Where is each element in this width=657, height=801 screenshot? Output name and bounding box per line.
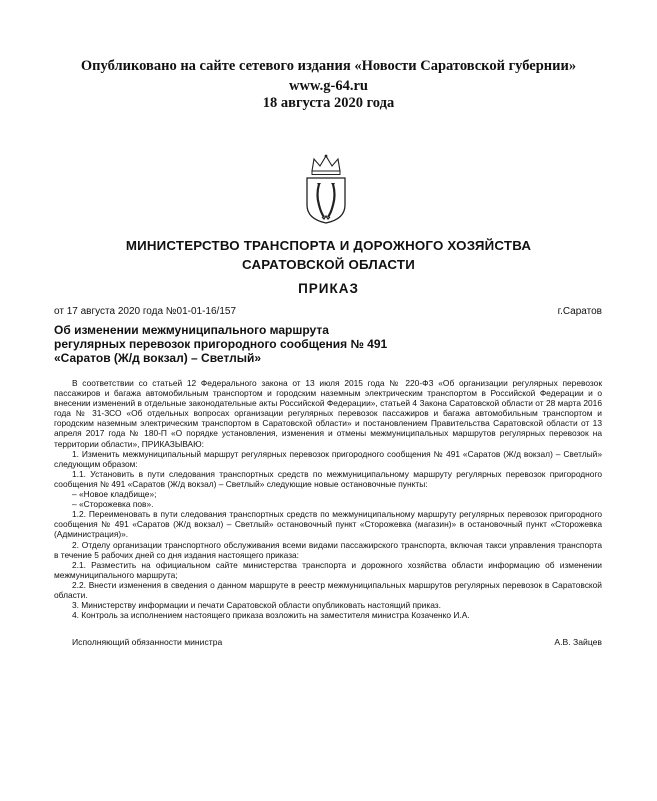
coat-of-arms-icon (300, 153, 352, 225)
body-paragraph: 1. Изменить межмуниципальный маршрут регулярных перевозок пригородного сообщения № 491 «Саратов (Ж/д вокзал) – Светлый» следующим образом: (54, 448, 602, 469)
order-date-number: от 17 августа 2020 года №01-01-16/157 (54, 306, 237, 317)
body-paragraph: 3. Министерству информации и печати Саратовской области опубликовать настоящий приказ. (72, 600, 441, 611)
body-paragraph: 2.2. Внести изменения в сведения о данном маршруте в реестр межмуниципальных маршрутов регулярных перевозок в Саратовской области. (54, 579, 602, 600)
body-paragraph: 2.1. Разместить на официальном сайте министерства транспорта и дорожного хозяйства области информацию об изменении межмуниципального маршрута; (54, 559, 602, 580)
body-paragraph: 1.2. Переименовать в пути следования транспортных средств по межмуниципальному маршруту регулярных перевозок пригородного сообщения № 491 «Саратов (Ж/д вокзал) – Светлый» остановочный пункт «Сторожевка (магазин)» в остановочный пункт «Сторожевка (Администрация)». (54, 509, 602, 540)
publication-date: 18 августа 2020 года (262, 95, 395, 111)
order-city: г.Саратов (557, 306, 602, 317)
body-list-item: – «Сторожевка пов». (72, 499, 154, 510)
body-paragraph: В соответствии со статьей 12 Федерального закона от 13 июля 2015 года № 220-ФЗ «Об организации регулярных перевозок пассажиров и багажа автомобильным транспортом и городским наземным электрическим транспортом в Российской Федерации и о внесении изменений в отдельные законодательные акты Российской Федерации», статьей 4 Закона Саратовской области от 28 марта 2016 года № 31-ЗСО «Об отдельных вопросах организации регулярных перевозок пассажиров и багажа автомобильным транспортом и городским наземным электрическим транспортом в Саратовской области» и постановлением Правительства Саратовской области от 13 апреля 2017 года № 180-П «О порядке установления, изменения и отмены межмуниципальных маршрутов регулярных перевозок на территории области», ПРИКАЗЫВАЮ: (54, 378, 602, 449)
publication-line: Опубликовано на сайте сетевого издания «Новости Саратовской губернии» (80, 58, 577, 74)
body-paragraph: 4. Контроль за исполнением настоящего приказа возложить на заместителя министра Козаченко И.А. (72, 610, 470, 621)
body-list-item: – «Новое кладбище»; (72, 489, 157, 500)
order-subject (54, 323, 474, 365)
body-paragraph: 1.1. Установить в пути следования транспортных средств по межмуниципальному маршруту регулярных перевозок пригородного сообщения № 491 «Саратов (Ж/д вокзал) – Светлый» следующие новые остановочные пункты: (54, 468, 602, 489)
order-title: ПРИКАЗ (298, 281, 359, 296)
signatory-name: А.В. Зайцев (554, 637, 602, 647)
ministry-line-1: МИНИСТЕРСТВО ТРАНСПОРТА И ДОРОЖНОГО ХОЗЯЙСТВА (125, 238, 532, 253)
order-body (54, 378, 602, 620)
subject-line: регулярных перевозок пригородного сообщения № 491 (54, 337, 388, 351)
signatory-position: Исполняющий обязанности министра (72, 637, 223, 647)
body-paragraph: 2. Отделу организации транспортного обслуживания всеми видами пассажирского транспорта, включая такси управления транспорта в течение 5 рабочих дней со дня издания настоящего приказа: (54, 539, 602, 560)
subject-line: Об изменении межмуниципального маршрута (54, 323, 329, 337)
subject-line: «Саратов (Ж/д вокзал) – Светлый» (54, 351, 262, 365)
publication-site: www.g-64.ru (289, 78, 368, 94)
ministry-line-2: САРАТОВСКОЙ ОБЛАСТИ (242, 257, 415, 272)
